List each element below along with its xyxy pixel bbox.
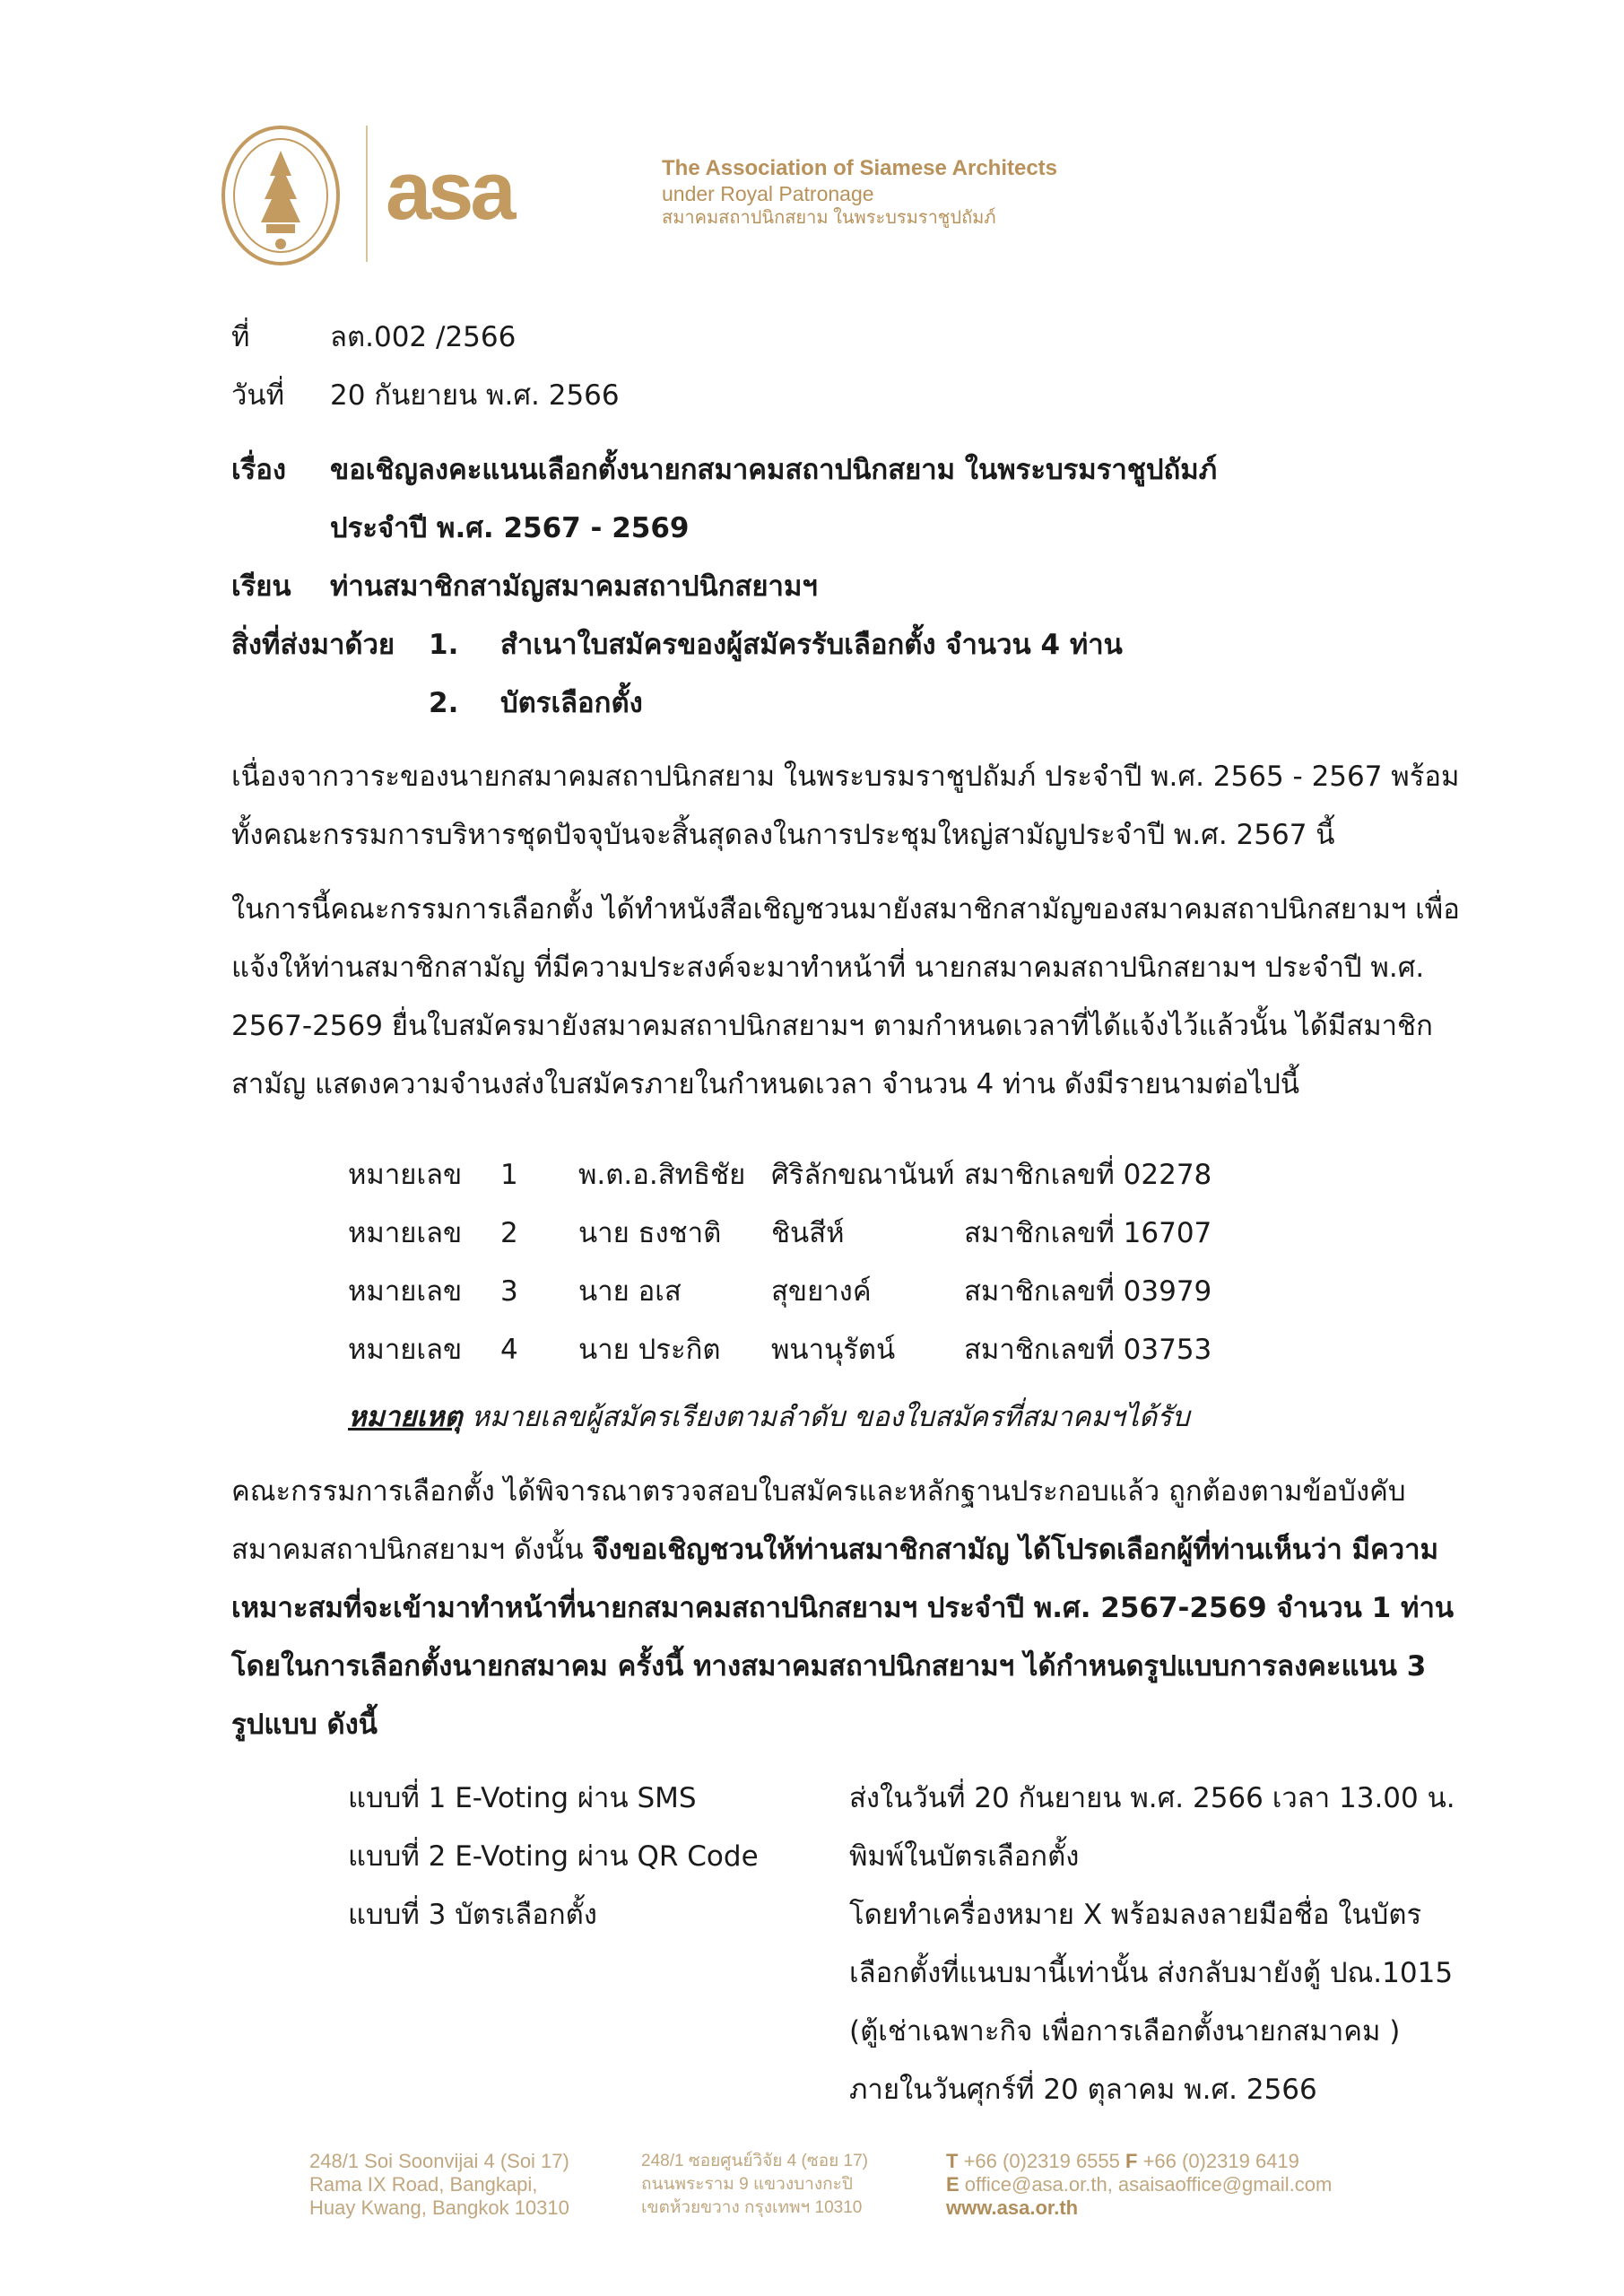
paragraph-3-line: โดยในการเลือกตั้งนายกสมาคม ครั้งนี้ ทางสมาคมสถาปนิกสยามฯ ได้กำหนดรูปแบบการลงคะแนน 3 bbox=[231, 1650, 1427, 1683]
candidate-last-name: ชินสีห์ bbox=[771, 1217, 845, 1249]
ref-value: ลต.002 /2566 bbox=[330, 321, 517, 353]
association-name bbox=[662, 156, 1057, 230]
note-text: หมายเลขผู้สมัครเรียงตามลำดับ ของใบสมัครที่สมาคมฯได้รับ bbox=[462, 1401, 1190, 1433]
candidate-member-id: สมาชิกเลขที่ 02278 bbox=[964, 1159, 1212, 1191]
candidate-number: 3 bbox=[500, 1275, 518, 1308]
voting-method-detail: โดยทำเครื่องหมาย X พร้อมลงลายมือชื่อ ในบัตร bbox=[849, 1899, 1422, 1931]
voting-method: แบบที่ 1 E-Voting ผ่าน SMS bbox=[348, 1782, 697, 1814]
enclosure-text: สำเนาใบสมัครของผู้สมัครรับเลือกตั้ง จำนวน 4 ท่าน bbox=[500, 629, 1123, 661]
fax-label: F bbox=[1125, 2150, 1138, 2172]
voting-method-detail: ส่งในวันที่ 20 กันยายน พ.ศ. 2566 เวลา 13.00 น. bbox=[849, 1782, 1455, 1814]
ref-label: ที่ bbox=[231, 321, 250, 353]
note bbox=[348, 1399, 1190, 1435]
footer-address-th-line: ถนนพระราม 9 แขวงบางกะปิ bbox=[641, 2175, 853, 2194]
asa-seal-logo bbox=[220, 124, 342, 267]
enclosure-label: สิ่งที่ส่งมาด้วย bbox=[231, 629, 395, 661]
voting-method-detail: ภายในวันศุกร์ที่ 20 ตุลาคม พ.ศ. 2566 bbox=[849, 2074, 1317, 2106]
candidate-first-name: นาย ประกิต bbox=[578, 1334, 721, 1366]
paragraph-3-bold-text: จึงขอเชิญชวนให้ท่านสมาชิกสามัญ ได้โปรดเลือกผู้ที่ท่านเห็นว่า มีความ bbox=[592, 1534, 1439, 1566]
candidate-label: หมายเลข bbox=[348, 1334, 463, 1366]
subject-label: เรื่อง bbox=[231, 454, 287, 486]
association-name-en-line1: The Association of Siamese Architects bbox=[662, 156, 1058, 180]
phone-label: T bbox=[946, 2150, 959, 2172]
paragraph-3-line: เหมาะสมที่จะเข้ามาทำหน้าที่นายกสมาคมสถาปนิกสยามฯ ประจำปี พ.ศ. 2567-2569 จำนวน 1 ท่าน bbox=[231, 1592, 1455, 1624]
paragraph-3-line bbox=[231, 1532, 1438, 1568]
candidate-number: 4 bbox=[500, 1334, 518, 1366]
candidate-label: หมายเลข bbox=[348, 1275, 463, 1308]
email-value: office@asa.or.th, asaisaoffice@gmail.com bbox=[959, 2173, 1333, 2196]
voting-method: แบบที่ 2 E-Voting ผ่าน QR Code bbox=[348, 1840, 759, 1873]
voting-method: แบบที่ 3 บัตรเลือกตั้ง bbox=[348, 1899, 597, 1931]
association-name-en-line2: under Royal Patronage bbox=[662, 182, 874, 205]
fax-number: +66 (0)2319 6419 bbox=[1137, 2150, 1299, 2172]
asa-brand-logo bbox=[386, 154, 583, 235]
candidate-last-name: พนานุรัตน์ bbox=[771, 1334, 896, 1366]
candidate-number: 2 bbox=[500, 1217, 518, 1249]
paragraph-2-line: สามัญ แสดงความจำนงส่งใบสมัครภายในกำหนดเวลา จำนวน 4 ท่าน ดังมีรายนามต่อไปนี้ bbox=[231, 1068, 1300, 1100]
letterhead-divider bbox=[366, 126, 368, 262]
paragraph-3-normal-text: สมาคมสถาปนิกสยามฯ ดังนั้น bbox=[231, 1534, 593, 1566]
paragraph-2-line: 2567-2569 ยื่นใบสมัครมายังสมาคมสถาปนิกสยามฯ ตามกำหนดเวลาที่ได้แจ้งไว้แล้วนั้น ได้มีสมาชิก bbox=[231, 1010, 1433, 1042]
candidate-first-name: นาย ธงชาติ bbox=[578, 1217, 722, 1249]
paragraph-2-line: ในการนี้คณะกรรมการเลือกตั้ง ได้ทำหนังสือเชิญชวนมายังสมาชิกสามัญของสมาคมสถาปนิกสยามฯ เพื่อ bbox=[231, 893, 1460, 926]
candidate-first-name: พ.ต.อ.สิทธิชัย bbox=[578, 1159, 746, 1191]
footer-address-th-line: เขตห้วยขวาง กรุงเทพฯ 10310 bbox=[641, 2198, 863, 2217]
candidate-member-id: สมาชิกเลขที่ 16707 bbox=[964, 1217, 1212, 1249]
candidate-last-name: สุขยางค์ bbox=[771, 1275, 872, 1308]
candidate-member-id: สมาชิกเลขที่ 03979 bbox=[964, 1275, 1212, 1308]
footer-address-th-line: 248/1 ซอยศูนย์วิจัย 4 (ซอย 17) bbox=[641, 2152, 869, 2170]
paragraph-1-line: เนื่องจากวาระของนายกสมาคมสถาปนิกสยาม ในพระบรมราชูปถัมภ์ ประจำปี พ.ศ. 2565 - 2567 พร้อม bbox=[231, 761, 1460, 793]
brand-text: asa bbox=[386, 154, 513, 235]
candidate-label: หมายเลข bbox=[348, 1217, 463, 1249]
footer-website: www.asa.or.th bbox=[946, 2196, 1079, 2219]
footer-contact bbox=[946, 2150, 1332, 2220]
candidate-number: 1 bbox=[500, 1159, 518, 1191]
candidate-last-name: ศิริลักขณานันท์ bbox=[771, 1159, 955, 1191]
footer-phone-fax bbox=[946, 2150, 1332, 2173]
subject-line1: ขอเชิญลงคะแนนเลือกตั้งนายกสมาคมสถาปนิกสยาม ในพระบรมราชูปถัมภ์ bbox=[330, 454, 1218, 486]
phone-number: +66 (0)2319 6555 bbox=[958, 2150, 1125, 2172]
voting-method-detail: พิมพ์ในบัตรเลือกตั้ง bbox=[849, 1840, 1080, 1873]
subject-line2: ประจำปี พ.ศ. 2567 - 2569 bbox=[330, 512, 690, 544]
date-label: วันที่ bbox=[231, 379, 285, 412]
footer-address-en-line: Rama IX Road, Bangkapi, bbox=[309, 2173, 538, 2196]
enclosure-text: บัตรเลือกตั้ง bbox=[500, 687, 643, 719]
paragraph-3-line: คณะกรรมการเลือกตั้ง ได้พิจารณาตรวจสอบใบสมัครและหลักฐานประกอบแล้ว ถูกต้องตามข้อบังคับ bbox=[231, 1475, 1406, 1508]
email-label: E bbox=[946, 2173, 960, 2196]
candidate-first-name: นาย อเส bbox=[578, 1275, 682, 1308]
association-name-th: สมาคมสถาปนิกสยาม ในพระบรมราชูปถัมภ์ bbox=[662, 208, 996, 228]
paragraph-2-line: แจ้งให้ท่านสมาชิกสามัญ ที่มีความประสงค์จะมาทำหน้าที่ นายกสมาคมสถาปนิกสยามฯ ประจำปี พ.ศ. bbox=[231, 952, 1425, 984]
enclosure-num: 2. bbox=[429, 687, 459, 719]
note-label: หมายเหตุ bbox=[348, 1401, 463, 1433]
to-label: เรียน bbox=[231, 570, 291, 603]
enclosure-num: 1. bbox=[429, 629, 459, 661]
candidate-member-id: สมาชิกเลขที่ 03753 bbox=[964, 1334, 1212, 1366]
footer-address-en-line: Huay Kwang, Bangkok 10310 bbox=[309, 2196, 569, 2219]
footer-email bbox=[946, 2173, 1332, 2196]
paragraph-3-line: รูปแบบ ดังนี้ bbox=[231, 1709, 378, 1741]
date-value: 20 กันยายน พ.ศ. 2566 bbox=[330, 379, 620, 412]
paragraph-1-line: ทั้งคณะกรรมการบริหารชุดปัจจุบันจะสิ้นสุดลงในการประชุมใหญ่สามัญประจำปี พ.ศ. 2567 นี้ bbox=[231, 819, 1335, 851]
candidate-label: หมายเลข bbox=[348, 1159, 463, 1191]
voting-method-detail: (ตู้เช่าเฉพาะกิจ เพื่อการเลือกตั้งนายกสมาคม ) bbox=[849, 2015, 1401, 2048]
footer-address-en bbox=[309, 2150, 569, 2220]
footer-address-th bbox=[641, 2150, 868, 2220]
to-value: ท่านสมาชิกสามัญสมาคมสถาปนิกสยามฯ bbox=[330, 570, 818, 603]
voting-method-detail: เลือกตั้งที่แนบมานี้เท่านั้น ส่งกลับมายังตู้ ปณ.1015 bbox=[849, 1957, 1454, 1989]
footer-address-en-line: 248/1 Soi Soonvijai 4 (Soi 17) bbox=[309, 2150, 569, 2172]
